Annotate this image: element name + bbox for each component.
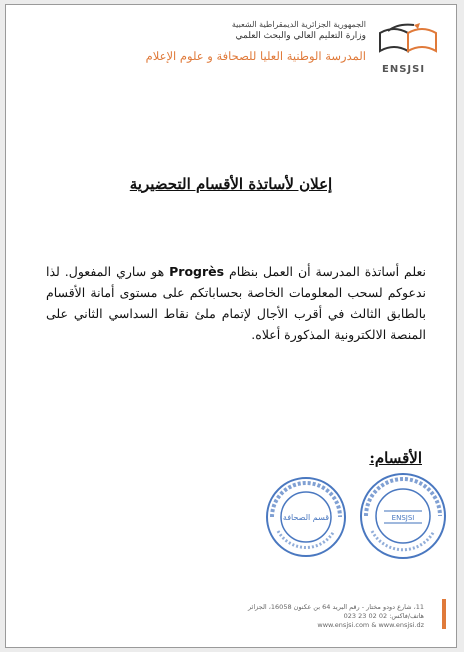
footer-web: www.ensjsi.com & www.ensjsi.dz: [317, 621, 424, 629]
school-official-stamp: [358, 471, 448, 561]
stamp1-center-text: قسم الصحافة: [282, 513, 330, 522]
letterhead-text: [146, 19, 366, 67]
system-name: Progrès: [169, 264, 225, 279]
body-part-2: هو ساري المفعول. لذا ندعوكم لسحب المعلومات الخاصة بحساباتكم على مستوى أمانة الأقسام بالطابق الثالث في أقرب الأجال لإتمام ملئ نقاط السداسي الثاني على المنصة الالكترونية المذكورة أعلاه.: [46, 264, 426, 342]
school-logo: [374, 21, 444, 75]
body-part-1: نعلم أساتذة المدرسة أن العمل بنظام: [229, 264, 426, 279]
header-ministry: وزارة التعليم العالي والبحث العلمي: [235, 31, 366, 41]
sections-label: الأقسام:: [369, 449, 422, 467]
announcement-body: [46, 261, 426, 345]
footer-contact: [248, 603, 424, 630]
journalism-dept-stamp: [264, 475, 348, 559]
document-page: [5, 4, 457, 648]
footer-address: 11، شارع دودو مختار - رقم البريد 64 بن عكنون 16058، الجزائر: [247, 603, 424, 611]
stamp2-center-text: ENSJSI: [391, 514, 415, 522]
header-republic: الجمهورية الجزائرية الديمقراطية الشعبية: [231, 20, 366, 29]
announcement-title: إعلان لأساتذة الأقسام التحضيرية: [129, 175, 333, 193]
header-school: المدرسة الوطنية العليا للصحافة و علوم الإعلام: [145, 49, 366, 63]
footer-phone: هاتف/فاكس: 02 02 23 023: [343, 612, 424, 620]
open-book-pen-icon: [374, 21, 444, 63]
logo-wordmark: ENSJSI: [382, 64, 426, 75]
letterhead: [114, 19, 444, 79]
footer-accent-bar: [442, 599, 446, 629]
